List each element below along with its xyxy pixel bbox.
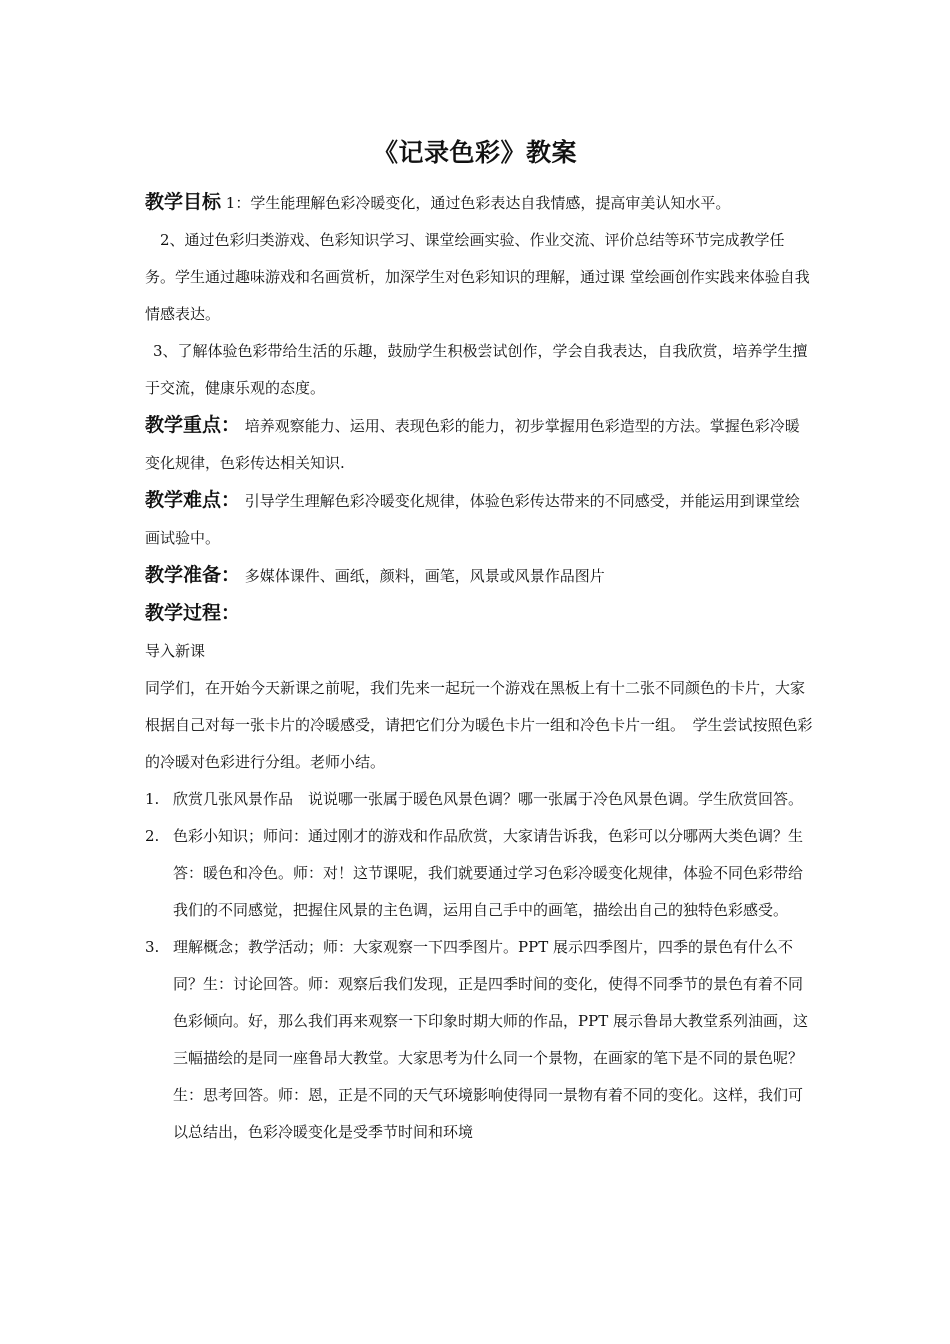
- process-section: [145, 595, 813, 633]
- document-body: [145, 184, 813, 1151]
- objective-item-1: 1：学生能理解色彩冷暖变化，通过色彩表达自我情感，提高审美认知水平。: [225, 194, 731, 212]
- step-text: 理解概念；教学活动；师：大家观察一下四季图片。PPT 展示四季图片，四季的景色有什么不同？生：讨论回答。师：观察后我们发现，正是四季时间的变化，使得不同季节的景色有着不同色彩倾向。好，那么我们再来观察一下印象时期大师的作品，PPT 展示鲁昂大教堂系列油画，这三幅描绘的是同一座鲁昂大教堂。大家思考为什么同一个景物，在画家的笔下是不同的景色呢？生：思考回答。师：恩，正是不同的天气环境影响使得同一景物有着不同的变化。这样，我们可以总结出，色彩冷暖变化是受季节时间和环境: [173, 938, 808, 1141]
- intro-label: 导入新课: [145, 642, 206, 660]
- process-heading: 教学过程：: [145, 602, 241, 624]
- difficulties-text: 引导学生理解色彩冷暖变化规律，体验色彩传达带来的不同感受，并能运用到课堂绘画试验中。: [145, 492, 800, 547]
- difficulties-heading: 教学难点：: [145, 489, 241, 511]
- objective-item-3: 3、了解体验色彩带给生活的乐趣，鼓励学生积极尝试创作，学会自我表达，自我欣赏，培养学生擅于交流，健康乐观的态度。: [145, 342, 808, 397]
- objectives-heading: 教学目标: [145, 191, 222, 213]
- key-points-heading: 教学重点：: [145, 414, 241, 436]
- preparation-text: 多媒体课件、画纸，颜料，画笔，风景或风景作品图片: [244, 567, 605, 585]
- list-item: [145, 781, 813, 818]
- step-number: 3.: [145, 938, 160, 956]
- intro-text: 同学们，在开始今天新课之前呢，我们先来一起玩一个游戏在黑板上有十二张不同颜色的卡片，大家根据自己对每一张卡片的冷暖感受，请把它们分为暖色卡片一组和冷色卡片一组。 学生尝试按照色彩的冷暖对色彩进行分组。老师小结。: [145, 679, 813, 771]
- preparation-heading: 教学准备：: [145, 564, 241, 586]
- document-title: 《记录色彩》教案: [372, 138, 577, 167]
- preparation-section: [145, 557, 813, 595]
- key-points-section: [145, 407, 813, 482]
- step-text: 欣赏几张风景作品 说说哪一张属于暖色风景色调？哪一张属于冷色风景色调。学生欣赏回答。: [173, 790, 804, 808]
- key-points-text: 培养观察能力、运用、表现色彩的能力，初步掌握用色彩造型的方法。掌握色彩冷暖变化规律，色彩传达相关知识.: [145, 417, 800, 472]
- list-item: [145, 929, 813, 1151]
- process-steps-list: [145, 781, 813, 1151]
- objectives-section: [145, 184, 813, 222]
- step-number: 1.: [145, 790, 160, 808]
- list-item: [145, 818, 813, 929]
- difficulties-section: [145, 482, 813, 557]
- step-number: 2.: [145, 827, 160, 845]
- objective-item-2: 2、通过色彩归类游戏、色彩知识学习、课堂绘画实验、作业交流、评价总结等环节完成教学任务。学生通过趣味游戏和名画赏析，加深学生对色彩知识的理解，通过课 堂绘画创作实践来体验自我情感表达。: [145, 231, 810, 323]
- step-text: 色彩小知识；师问：通过刚才的游戏和作品欣赏，大家请告诉我，色彩可以分哪两大类色调？生答：暖色和冷色。师：对！这节课呢，我们就要通过学习色彩冷暖变化规律，体验不同色彩带给我们的不同感觉，把握住风景的主色调，运用自己手中的画笔，描绘出自己的独特色彩感受。: [173, 827, 804, 919]
